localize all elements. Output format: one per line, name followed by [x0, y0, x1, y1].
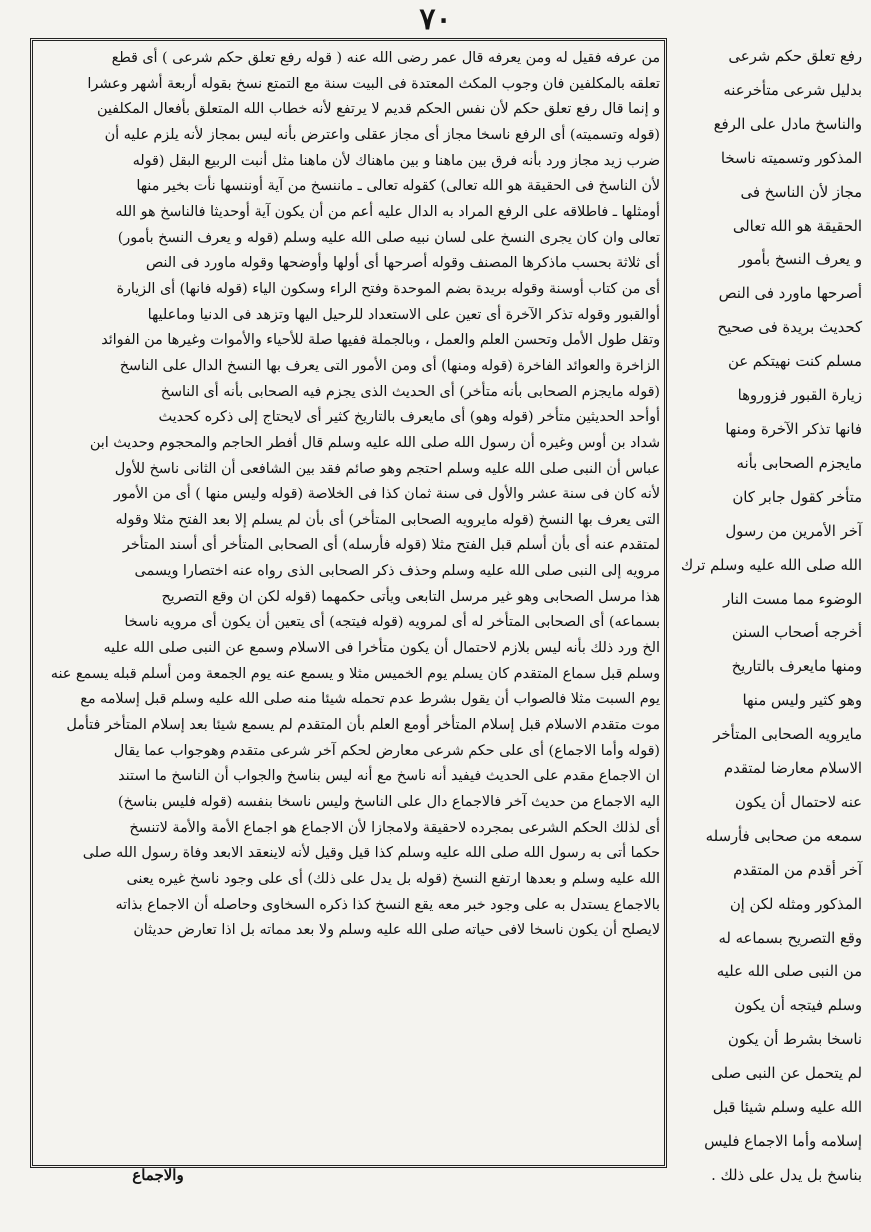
margin-line: الحقيقة هو الله تعالى [732, 217, 862, 235]
margin-line: عنه لاحتمال أن يكون [735, 793, 862, 811]
commentary-line: شداد بن أوس وغيره أن رسول الله صلى الله عليه وسلم قال أفطر الحاجم والمحجوم وحديث ابن [89, 434, 660, 451]
commentary-line: الخ ورد ذلك بأنه ليس بلازم لاحتمال أن يكون متأخرا فى الاسلام وسمع عن النبى صلى الله عليه [103, 640, 660, 657]
commentary-line: الله عليه وسلم و بعدها ارتفع النسخ (قوله بل يدل على ذلك) أى على وجود ناسخ غيره يعنى [126, 871, 660, 887]
margin-line: والناسخ مادل على الرفع [713, 115, 862, 133]
commentary-line: يوم السبت مثلا فالصواب أن يقول بشرط عدم تحمله شيئا منه صلى الله عليه وسلم قبل إسلامه مع [80, 691, 660, 708]
matn-margin-text [676, 40, 862, 1184]
commentary-line: ضرب زيد مجاز ورد بأنه فرق بين ماهنا و بين ماهناك لأن ماهنا مثل أنبت الربيع البقل (قوله [132, 152, 660, 169]
margin-line: بناسخ بل يدل على ذلك . [711, 1166, 862, 1184]
commentary-line: التى يعرف بها النسخ (قوله مايرويه الصحابى المتأخر) أى بأن لم يسلم إلا بعد الفتح مثلا وقوله [115, 511, 660, 528]
margin-line: رفع تعلق حكم شرعى [728, 48, 862, 65]
commentary-line: لأنه كان فى سنة عشر والأول فى سنة ثمان كذا فى الخلاصة (قوله وليس منها ) أى من الأمور [113, 486, 660, 503]
margin-line: وسلم فيتجه أن يكون [734, 997, 862, 1015]
margin-line: آخر أقدم من المتقدم [733, 861, 862, 879]
commentary-line: من عرفه فقيل له ومن يعرفه قال عمر رضى الله عنه ( قوله رفع تعلق حكم شرعى ) أى قطع [111, 50, 660, 66]
margin-line: ومنها مايعرف بالتاريخ [731, 658, 862, 676]
margin-line: و يعرف النسخ بأمور [738, 251, 862, 269]
margin-line: الاسلام معارضا لمتقدم [723, 760, 862, 778]
margin-line: آخر الأمرين من رسول [725, 522, 862, 540]
commentary-line: أوأحد الحديثين متأخر (قوله وهو) أى مايعرف بالتاريخ كثير أى لايحتاج إلى ذكره كحديث [158, 409, 660, 426]
commentary-line: مرويه إلى النبى صلى الله عليه وسلم وحذف ذكر الصحابى الذى رواه عنه اختصارا ويسمى [134, 563, 660, 580]
commentary-line: أى من كتاب أوسنة وقوله بريدة بضم الموحدة وفتح الراء وسكون الياء (قوله فانها) أى الزيارة [116, 280, 660, 297]
margin-line: من النبى صلى الله عليه [716, 963, 862, 981]
margin-line: الله صلى الله عليه وسلم ترك [680, 556, 862, 574]
commentary-line: أوالقبور وقوله تذكر الآخرة أى تعين على الاستعداد للرحيل اليها وتزهد فى الدنيا وماعليها [147, 306, 660, 323]
margin-line: متأخر كقول جابر كان [732, 488, 862, 506]
margin-line: المذكور وتسميته ناسخا [720, 149, 862, 167]
commentary-line: (قوله مايجزم الصحابى بأنه متأخر) أى الحديث الذى يجزم فيه الصحابى بأنه أى الناسخ [160, 383, 660, 400]
commentary-line: حكما أتى به رسول الله صلى الله عليه وسلم كذا قيل وقيل لأنه لاينعقد الابعد وفاة رسول الله صلى [82, 845, 660, 862]
margin-line: المذكور ومثله لكن إن [729, 895, 862, 913]
commentary-line: (قوله وتسميته) أى الرفع ناسخا مجاز أى مجاز عقلى واعترض بأنه ليس بمجاز لأنه يلزم عليه أن [104, 126, 660, 143]
commentary-line: الزاخرة والعوائد الفاخرة (قوله ومنها) أى ومن الأمور التى يعرف بها النسخ الدال على الناسخ [119, 357, 660, 374]
margin-line: مايجزم الصحابى بأنه [736, 454, 862, 472]
margin-line: وهو كثير وليس منها [742, 692, 862, 710]
commentary-line: (قوله وأما الاجماع) أى على حكم شرعى معارض لحكم آخر شرعى متقدم وهوجواب عما يقال [113, 742, 660, 759]
margin-line: مجاز لأن الناسخ فى [740, 183, 862, 201]
commentary-text [40, 46, 660, 1156]
page-number: ٧٠ [419, 2, 452, 37]
commentary-line: هذا مرسل الصحابى وهو غير مرسل التابعى ويأتى حكمهما (قوله لكن ان وقع التصريح [161, 588, 660, 605]
commentary-line: أى ثلاثة بحسب ماذكرها المصنف وقوله أصرحها أى أولها وأوضحها وقوله ماورد فى النص [145, 255, 660, 272]
margin-line: أصرحها ماورد فى النص [718, 285, 862, 303]
commentary-line: أومثلها ـ فاطلاقه على الرفع المراد به الدال عليه أعم من أن يكون آية أوحديثا فالناسخ هو الله [115, 203, 660, 220]
margin-line: كحديث بريدة فى صحيح [717, 319, 862, 337]
margin-line: وقع التصريح بسماعه له [718, 929, 862, 947]
commentary-line: عباس أن النبى صلى الله عليه وسلم احتجم وهو صائم فقد بين الشافعى أن الثانى ناسخ للأول [114, 460, 660, 477]
commentary-line: لأن الناسخ فى الحقيقة هو الله تعالى) كقوله تعالى ـ ماننسخ من آية أوننسها نأت بخير منها [136, 178, 660, 195]
margin-line: مسلم كنت نهيتكم عن [727, 353, 862, 371]
commentary-line: لمتقدم عنه أى بأن أسلم قبل الفتح مثلا (قوله فأرسله) أى الصحابى المتأخر أى أسند المتأخر [122, 537, 660, 554]
margin-line: مايرويه الصحابى المتأخر [713, 726, 862, 744]
margin-line: الله عليه وسلم شيئا قبل [712, 1099, 862, 1117]
commentary-line: لايصلح أن يكون ناسخا لافى حياته صلى الله عليه وسلم ولا بعد مماته بل اذا تعارض حديثان [133, 922, 660, 939]
commentary-line: تعلقه بالمكلفين فان وجوب المكث المعتدة فى البيت سنة مع التمتع نسخ بقوله أربعة أشهر وعشرا [87, 75, 660, 92]
margin-line: فانها تذكر الآخرة ومنها [725, 420, 862, 438]
margin-line: أخرجه أصحاب السنن [731, 624, 862, 642]
commentary-line: و إنما قال رفع تعلق حكم لأن نفس الحكم قديم لا يرتفع لأنه خطاب الله المتعلق بأفعال المكلفين [96, 101, 660, 118]
commentary-line: بالاجماع يستدل به على وجود خبر معه يقع النسخ كذا ذكره السخاوى وحاصله أن الاجماع بذاته [115, 896, 660, 913]
commentary-line: وتقل طول الأمل وتحسن العلم والعمل ، وبالجملة ففيها صلة للأحياء والأموات وغيرها من الفوائد [101, 332, 660, 349]
commentary-line: أى لذلك الحكم الشرعى بمجرده لاحقيقة ولامجازا لأن الاجماع هو اجماع الأمة والأمة لاتنسخ [129, 819, 660, 836]
margin-line: الوضوء مما مست النار [723, 590, 862, 608]
margin-line: سمعه من صحابى فأرسله [705, 827, 862, 845]
commentary-line: تعالى وان كان يجرى النسخ على لسان نبيه صلى الله عليه وسلم (قوله و يعرف النسخ بأمور) [117, 229, 660, 246]
commentary-line: ان الاجماع مقدم على الحديث فيفيد أنه ناسخ مع أنه ليس بناسخ والجواب أن الناسخ ما استند [118, 768, 660, 785]
commentary-line: موت متقدم الاسلام قبل إسلام المتأخر أومع العلم بأن المتقدم لم يسمع شيئا بعد إسلام المتأخر فتأمل [66, 717, 660, 734]
margin-line: ناسخا بشرط أن يكون [727, 1031, 862, 1049]
commentary-line: اليه الاجماع من حديث آخر فالاجماع دال على الناسخ وليس ناسخا بنفسه (قوله فليس بناسخ) [117, 794, 660, 811]
margin-line: لم يتحمل عن النبى صلى [711, 1065, 862, 1083]
commentary-line: بسماعه) أى الصحابى المتأخر له أى لمرويه (قوله فيتجه) أى يتعين أن يكون أى مرويه ناسخا [124, 614, 660, 631]
catchword: والاجماع [132, 1166, 184, 1184]
margin-line: إسلامه وأما الاجماع فليس [704, 1133, 862, 1150]
margin-line: زيارة القبور فزوروها [737, 387, 862, 405]
margin-line: بدليل شرعى متأخرعنه [723, 81, 862, 99]
commentary-line: وسلم قبل سماع المتقدم كان يسلم يوم الخميس مثلا و يسمع عنه يوم الجمعة ومن أسلم قبله يسمع عنه [50, 665, 660, 682]
